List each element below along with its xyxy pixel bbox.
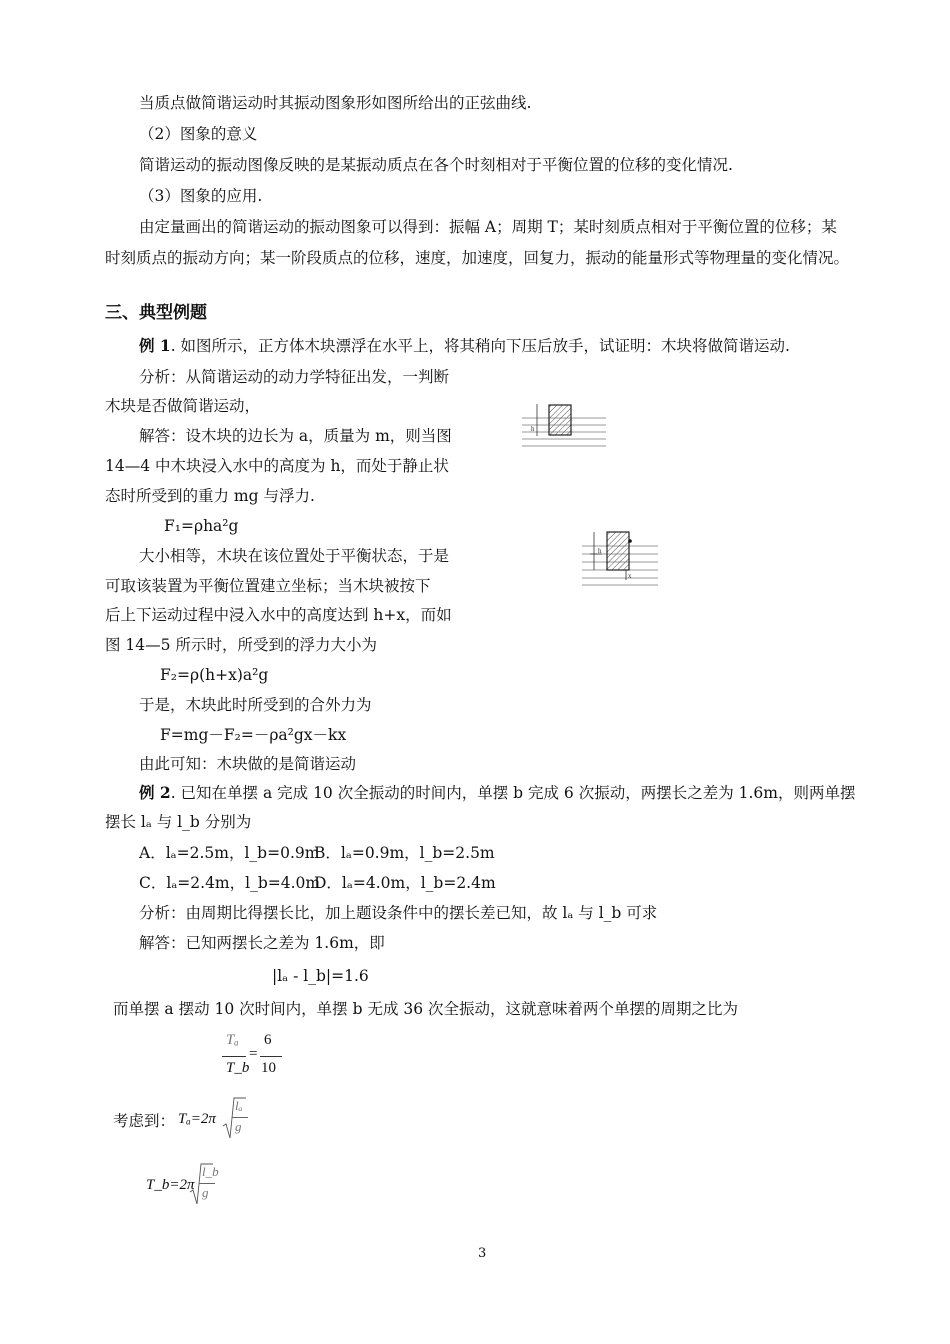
example1-solution-line5: 可取该装置为平衡位置建立坐标；当木块被按下 [105,577,431,595]
example2-analysis: 分析：由周期比得摆长比，加上题设条件中的摆长差已知，故 lₐ 与 l_b 可求 [139,904,658,922]
example1-statement [139,336,790,356]
ratio-num-right: 6 [264,1032,272,1048]
period-a-lhs: Tₐ=2π [178,1111,216,1127]
example2-text: . 已知在单摆 a 完成 10 次全振动的时间内，单摆 b 完成 6 次振动，两摆长之差为 1.6m，则两单摆 [170,784,856,802]
example1-label: 例 1 [139,336,171,355]
period-b-den: g [202,1185,209,1200]
example2-label: 例 2 [139,783,171,802]
period-b-num: l_b [202,1164,219,1179]
paragraph-sine-curve: 当质点做简谐运动时其振动图象形如图所给出的正弦曲线. [139,94,532,112]
equation-period-b [146,1160,226,1210]
ratio-num-left: Tₐ [226,1032,239,1048]
option-a: A．lₐ=2.5m，l_b=0.9m [139,844,320,862]
example1-analysis-line2: 木块是否做简谐运动， [105,397,261,415]
example2-question: 摆长 lₐ 与 l_b 分别为 [105,813,252,831]
example1-solution-line3: 态时所受到的重力 mg 与浮力. [105,487,315,505]
example2-solution-line1: 解答：已知两摆长之差为 1.6m，即 [139,934,385,952]
example1-solution-line6: 后上下运动过程中浸入水中的高度达到 h+x，而如 [105,606,452,624]
equation-net-force: F=mg－F₂=－ρa²gx－kx [160,726,347,744]
example1-solution-line1: 解答：设木块的边长为 a，质量为 m，则当图 [139,427,452,445]
equation-period-a [178,1094,258,1144]
example1-solution-line4: 大小相等，木块在该位置处于平衡状态，于是 [139,547,450,565]
period-a-num: lₐ [235,1098,243,1113]
fig2-h-label: h [598,547,602,555]
ratio-den-right: 10 [261,1060,276,1076]
equation-length-difference: |lₐ - l_b|=1.6 [272,967,369,985]
fig2-x-label: x [628,572,632,580]
period-a-den: g [235,1119,242,1134]
wood-block [549,405,571,435]
figure-floating-block [520,402,608,450]
wood-block-pressed [607,532,629,570]
option-d: D．lₐ=4.0m，l_b=2.4m [314,874,496,892]
example2-solution-line3: 考虑到： [113,1112,176,1130]
reference-point [628,539,632,543]
example1-solution-line7: 图 14—5 所示时，所受到的浮力大小为 [105,636,377,654]
subheading-graph-meaning: （2）图象的意义 [139,125,258,143]
equation-period-ratio: Tₐ T_b = 6 10 [222,1032,292,1082]
paragraph-application-line2: 时刻质点的振动方向；某一阶段质点的位移，速度，加速度，回复力，振动的能量形式等物理量的变化情况。 [105,249,850,267]
example1-conclusion: 由此可知：木块做的是简谐运动 [139,755,357,773]
example1-text: . 如图所示，正方体木块漂浮在水平上，将其稍向下压后放手，试证明：木块将做简谐运动. [170,337,790,355]
example1-analysis-line1: 分析：从简谐运动的动力学特征出发，一判断 [139,368,450,386]
example1-solution-line2: 14—4 中木块浸入水中的高度为 h，而处于静止状 [105,457,449,475]
figure-pressed-block [580,528,660,588]
equation-f1: F₁=ρha²g [164,517,239,535]
ratio-den-left: T_b [226,1060,250,1076]
subheading-graph-application: （3）图象的应用. [139,187,263,205]
period-b-lhs: T_b=2π [146,1177,195,1193]
example2-statement [139,783,855,803]
option-b: B．lₐ=0.9m，l_b=2.5m [314,844,495,862]
paragraph-graph-meaning: 简谐运动的振动图像反映的是某振动质点在各个时刻相对于平衡位置的位移的变化情况. [139,156,733,174]
page-number: 3 [478,1246,487,1261]
equation-f2: F₂=ρ(h+x)a²g [160,666,269,684]
example1-solution-line8: 于是，木块此时所受到的合外力为 [139,696,372,714]
fig1-h-label: h [531,425,535,433]
paragraph-application-line1: 由定量画出的简谐运动的振动图象可以得到：振幅 A；周期 T；某时刻质点相对于平衡位置的位移；某 [139,218,837,236]
example2-solution-line2: 而单摆 a 摆动 10 次时间内，单摆 b 无成 36 次全振动，这就意味着两个单摆的周期之比为 [113,1000,739,1018]
option-c: C．lₐ=2.4m，l_b=4.0m [139,874,321,892]
section-heading-examples: 三、典型例题 [105,303,207,323]
